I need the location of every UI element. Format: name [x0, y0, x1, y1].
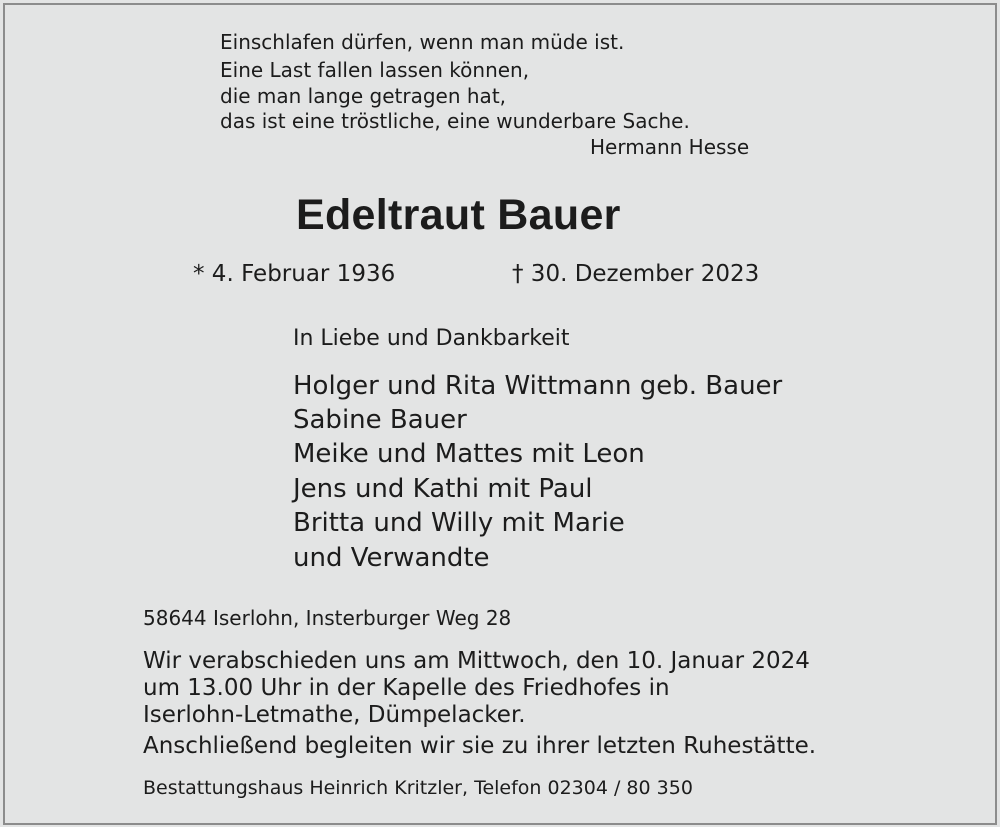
- poem-line-3: die man lange getragen hat,: [220, 84, 507, 108]
- service-line-4: Anschließend begleiten wir sie zu ihrer letzten Ruhestätte.: [143, 733, 817, 759]
- mourner-name: Meike und Mattes mit Leon: [293, 439, 645, 469]
- mourners-intro: In Liebe und Dankbarkeit: [293, 326, 570, 351]
- service-line-2: um 13.00 Uhr in der Kapelle des Friedhofes in: [143, 675, 670, 701]
- poem-line-1: Einschlafen dürfen, wenn man müde ist.: [220, 30, 625, 54]
- poem-author: Hermann Hesse: [590, 135, 750, 159]
- funeral-home-contact: Bestattungshaus Heinrich Kritzler, Telefon 02304 / 80 350: [143, 777, 693, 799]
- service-line-1: Wir verabschieden uns am Mittwoch, den 10. Januar 2024: [143, 648, 810, 674]
- mourner-name: und Verwandte: [293, 543, 490, 573]
- mourner-name: Britta und Willy mit Marie: [293, 508, 625, 538]
- death-date: † 30. Dezember 2023: [512, 261, 760, 287]
- family-address: 58644 Iserlohn, Insterburger Weg 28: [143, 606, 512, 630]
- mourner-name: Jens und Kathi mit Paul: [293, 474, 593, 504]
- mourner-name: Sabine Bauer: [293, 405, 467, 435]
- service-line-3: Iserlohn-Letmathe, Dümpelacker.: [143, 702, 526, 728]
- deceased-name: Edeltraut Bauer: [296, 191, 621, 239]
- poem-line-4: das ist eine tröstliche, eine wunderbare Sache.: [220, 109, 690, 133]
- birth-date: * 4. Februar 1936: [193, 261, 396, 287]
- mourner-name: Holger und Rita Wittmann geb. Bauer: [293, 371, 783, 401]
- poem-line-2: Eine Last fallen lassen können,: [220, 58, 530, 82]
